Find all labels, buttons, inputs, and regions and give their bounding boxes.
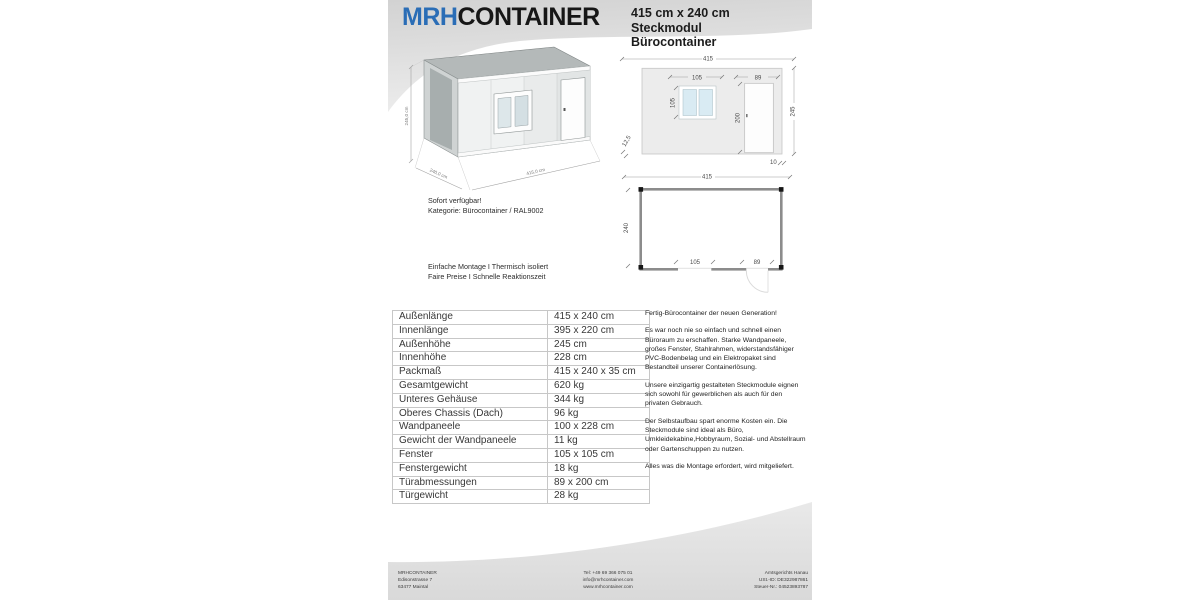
footer-company-name: MRHCONTAINER (398, 571, 437, 576)
container-3d-drawing (394, 40, 612, 195)
spec-label: Gesamtgewicht (393, 379, 548, 393)
elev-dim-height: 245 (790, 106, 797, 117)
elev-dim-base-right: 10 (770, 160, 777, 166)
spec-label: Oberes Chassis (Dach) (393, 407, 548, 421)
elev-dim-door-h: 200 (735, 112, 742, 124)
category-line: Kategorie: Bürocontainer / RAL9002 (428, 206, 544, 215)
spec-value: 620 kg (548, 379, 650, 393)
elev-dim-door-w: 89 (754, 75, 762, 82)
table-row (393, 476, 650, 490)
spec-label: Gewicht der Wandpaneele (393, 435, 548, 449)
plan-dim-depth: 240 (624, 222, 630, 234)
spec-label: Türabmessungen (393, 476, 548, 490)
spec-value: 415 x 240 x 35 cm (548, 366, 650, 380)
footer-phone: Tel: +49 69 366 075 01 (583, 571, 633, 576)
spec-label: Außenlänge (393, 311, 548, 325)
description-column (645, 309, 806, 479)
spec-label: Wandpaneele (393, 421, 548, 435)
spec-label: Packmaß (393, 366, 548, 380)
table-row (393, 324, 650, 338)
description-paragraph: Der Selbstaufbau spart enorme Kosten ein. Die Steckmodule sind ideal als Büro, Umkleidekabine,Hobbyraum, Sozial- und Abstellraum oder Gartenschuppen zu nutzen. (645, 417, 806, 453)
description-paragraph: Unsere einzigartig gestalteten Steckmodule eignen sich sowohl für gewerblichen als auch für den privaten Gebrauch. (645, 381, 799, 408)
spec-label: Türgewicht (393, 490, 548, 504)
footer-company-street: Edisonstrasse 7 (398, 578, 433, 584)
dim-height-3d: 245,0 cm (404, 106, 409, 126)
table-row (393, 379, 650, 393)
spec-value: 415 x 240 cm (548, 311, 650, 325)
features-line1: Einfache Montage I Thermisch isoliert (428, 262, 549, 271)
elev-door (745, 83, 774, 152)
spec-label: Innenhöhe (393, 352, 548, 366)
plan-walls (641, 189, 782, 269)
table-row (393, 311, 650, 325)
spec-value: 100 x 228 cm (548, 421, 650, 435)
page-title-line1: 415 cm x 240 cm Steckmodul (631, 6, 730, 35)
door-swing-arc (746, 271, 768, 293)
spec-value: 89 x 200 cm (548, 476, 650, 490)
page-title-line2: Bürocontainer (631, 35, 717, 49)
table-row (393, 435, 650, 449)
spec-label: Fenster (393, 448, 548, 462)
brand-logo-container: CONTAINER (457, 3, 600, 31)
datasheet-page (388, 0, 812, 600)
table-row (393, 393, 650, 407)
spec-value: 395 x 220 cm (548, 324, 650, 338)
plan-dim-window: 105 (689, 260, 701, 266)
table-row (393, 352, 650, 366)
description-paragraph: Es war noch nie so einfach und schnell einen Büroraum zu erschaffen. Starke Wandpaneele, großes Fenster, Stahlrahmen, widerstandsfähiger PVC-Bodenbelag und ein Elektropaket sind Bestandteil unserer Containerlösung. (645, 327, 794, 372)
table-row (393, 338, 650, 352)
brand-logo-mrh: MRH (402, 3, 458, 31)
door-handle (564, 108, 566, 111)
spec-value: 105 x 105 cm (548, 448, 650, 462)
table-row (393, 490, 650, 504)
footer-court: Amtsgerichts Hanau (764, 571, 808, 576)
elev-dim-base-left: 12,5 (621, 134, 633, 149)
footer-vat-id: USt.-ID: DE322987861 (758, 578, 808, 584)
footer-company-city: 63477 Maintal (398, 585, 429, 591)
page-title (631, 6, 803, 50)
footer-email: info@mrhcontainer.com (582, 578, 634, 584)
spec-label: Fenstergewicht (393, 462, 548, 476)
elev-dim-window-w: 105 (691, 75, 703, 82)
footer-company (398, 570, 437, 592)
plan-dim-width: 415 (701, 174, 713, 181)
plan-dim-door: 89 (753, 260, 761, 266)
spec-value: 245 cm (548, 338, 650, 352)
spec-table (392, 310, 650, 504)
footer-website: www.mrhcontainer.com (583, 585, 633, 591)
spec-value: 96 kg (548, 407, 650, 421)
spec-label: Außenhöhe (393, 338, 548, 352)
availability-text (428, 196, 543, 216)
footer-contact (518, 570, 698, 592)
dim-depth-3d: 240,0 cm (428, 167, 449, 180)
features-text (428, 262, 548, 282)
elev-dim-width: 415 (702, 56, 714, 63)
elevation-drawing (618, 48, 802, 172)
floorplan-drawing (618, 164, 802, 300)
description-paragraph: Alles was die Montage erfordert, wird mitgeliefert. (645, 462, 794, 470)
features-line2: Faire Preise I Schnelle Reaktionszeit (428, 272, 546, 281)
description-paragraph: Fertig-Bürocontainer der neuen Generation! (645, 310, 777, 317)
spec-value: 18 kg (548, 462, 650, 476)
table-row (393, 407, 650, 421)
spec-value: 344 kg (548, 393, 650, 407)
table-row (393, 448, 650, 462)
dim-width-3d: 415,0 cm (525, 167, 546, 177)
table-row (393, 366, 650, 380)
spec-value: 28 kg (548, 490, 650, 504)
elev-door-handle (746, 114, 748, 117)
availability-line: Sofort verfügbar! (428, 196, 482, 205)
elev-dim-window-h: 105 (670, 97, 677, 109)
table-row (393, 462, 650, 476)
spec-label: Unteres Gehäuse (393, 393, 548, 407)
footer-tax-number: Steuer-Nr.: 04523893787 (754, 585, 808, 591)
brand-logo (402, 3, 600, 32)
spec-label: Innenlänge (393, 324, 548, 338)
table-row (393, 421, 650, 435)
spec-value: 228 cm (548, 352, 650, 366)
spec-value: 11 kg (548, 435, 650, 449)
footer-legal (754, 570, 808, 592)
